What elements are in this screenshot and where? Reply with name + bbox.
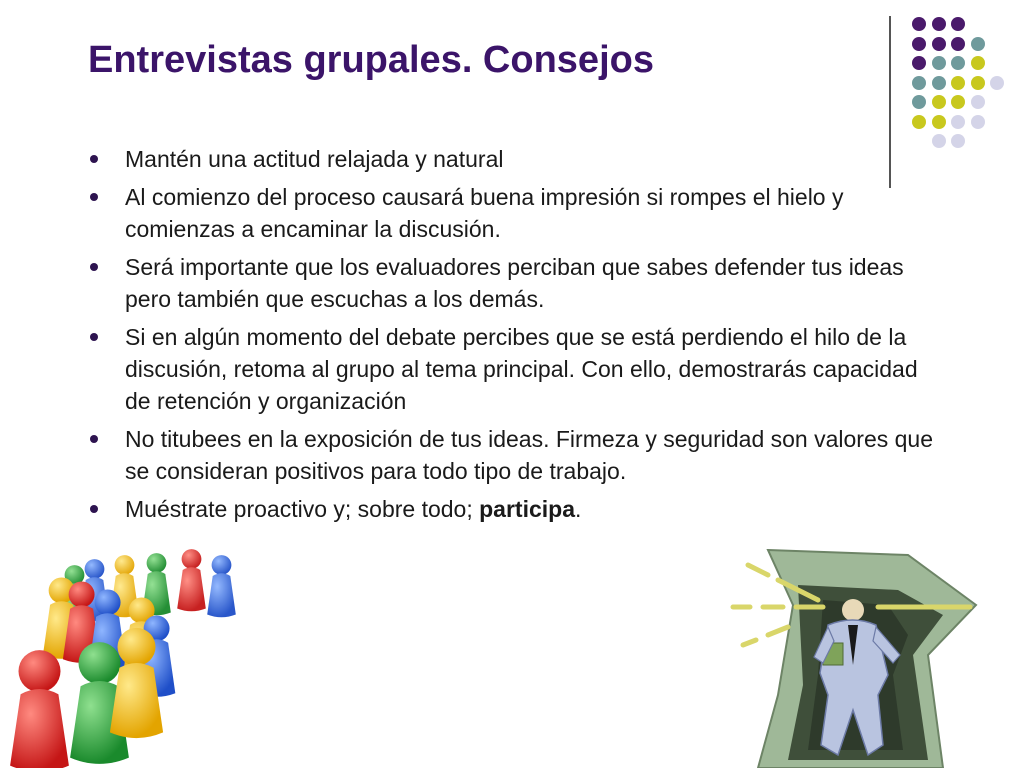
bullet-text: No titubees en la exposición de tus ideas. Firmeza y seguridad son valores que se consideran positivos para todo tipo de trabajo.	[125, 426, 934, 484]
bullet-item	[88, 423, 948, 487]
decor-dot	[912, 76, 926, 90]
decor-dot	[932, 56, 946, 70]
bullet-bold-word: participa	[479, 496, 575, 522]
decor-dot	[971, 76, 985, 90]
decor-dot	[912, 115, 926, 129]
decor-dot	[932, 37, 946, 51]
bullet-text: Al comienzo del proceso causará buena impresión si rompes el hielo y comienzas a encaminar la discusión.	[125, 184, 844, 242]
businessman-spotlight-image	[728, 545, 988, 768]
bullet-item	[88, 181, 948, 245]
decor-dot	[912, 95, 926, 109]
decor-dot	[932, 115, 946, 129]
decor-dot	[912, 56, 926, 70]
bullet-trailing-punct: .	[575, 496, 582, 522]
decor-dot	[912, 17, 926, 31]
colored-game-pawns-image	[0, 540, 240, 768]
bullet-icon	[90, 193, 98, 201]
decor-dot	[990, 76, 1004, 90]
decor-dot	[951, 37, 965, 51]
bullet-icon	[90, 333, 98, 341]
bullet-text: Si en algún momento del debate percibes que se está perdiendo el hilo de la discusión, retoma al grupo al tema principal. Con ello, demostrarás capacidad de retención y organización	[125, 324, 918, 414]
decor-dot	[951, 95, 965, 109]
decor-dot	[971, 115, 985, 129]
bullet-item	[88, 251, 948, 315]
bullet-item	[88, 143, 948, 175]
decor-dot	[932, 95, 946, 109]
bullet-item	[88, 493, 948, 525]
decor-dot	[971, 95, 985, 109]
bullet-item	[88, 321, 948, 417]
bullet-icon	[90, 435, 98, 443]
decor-dot	[932, 17, 946, 31]
bullet-icon	[90, 155, 98, 163]
decor-dot	[912, 37, 926, 51]
bullet-icon	[90, 263, 98, 271]
bullet-list	[88, 143, 948, 531]
bullet-text: Será importante que los evaluadores perciban que sabes defender tus ideas pero también que escuchas a los demás.	[125, 254, 904, 312]
decor-dot	[951, 76, 965, 90]
decor-dot	[971, 37, 985, 51]
slide-title: Entrevistas grupales. Consejos	[88, 39, 654, 81]
decor-dot	[971, 56, 985, 70]
decor-dot	[951, 56, 965, 70]
bullet-text: Mantén una actitud relajada y natural	[125, 146, 504, 172]
bullet-icon	[90, 505, 98, 513]
decor-dot	[951, 134, 965, 148]
decor-dot	[932, 76, 946, 90]
bullet-text: Muéstrate proactivo y; sobre todo;	[125, 496, 480, 522]
decor-dot	[951, 17, 965, 31]
decor-dot	[951, 115, 965, 129]
